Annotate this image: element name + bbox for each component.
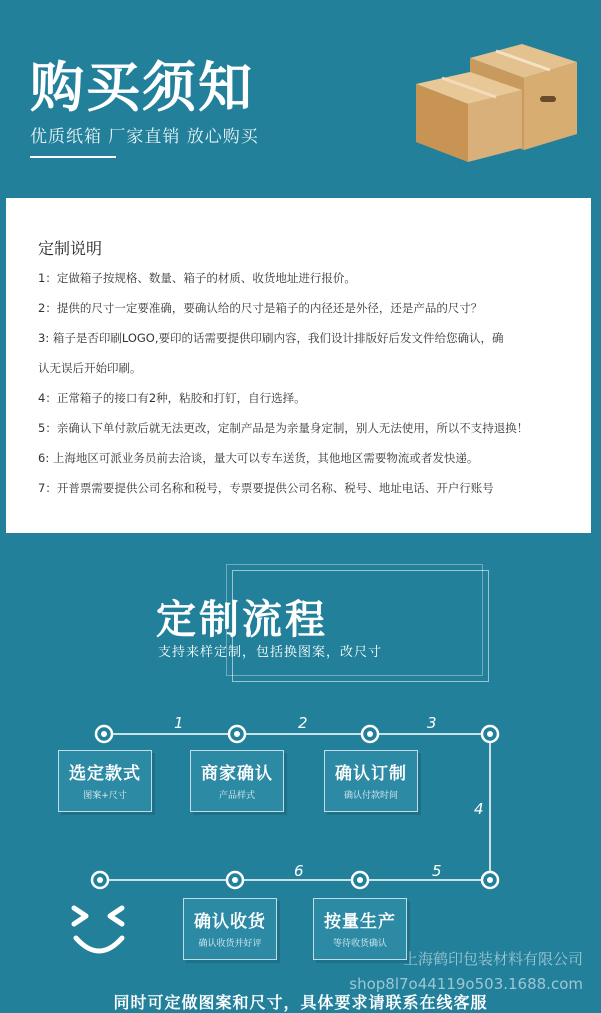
process-title: 定制流程 xyxy=(156,597,328,643)
notice-line: 3: 箱子是否印刷LOGO,要印的话需要提供印刷内容，我们设计排版好后发文件给您确认，确 xyxy=(38,331,504,345)
step-select-style xyxy=(58,750,152,812)
step-number: 6 xyxy=(294,862,304,880)
notice-line: 7：开普票需要提供公司名称和税号，专票要提供公司名称、税号、地址电话、开户行账号 xyxy=(38,481,494,495)
step-name: 确认收货 xyxy=(194,912,266,932)
notice-line: 5：亲确认下单付款后就无法更改，定制产品是为亲量身定制，别人无法使用，所以不支持退换！ xyxy=(38,421,529,435)
company-watermark: 上海鹤印包装材料有限公司 xyxy=(402,950,583,968)
footer-note: 同时可定做图案和尺寸，具体要求请联系在线客服 xyxy=(113,993,488,1012)
step-name: 商家确认 xyxy=(201,764,273,784)
step-desc: 图案+尺寸 xyxy=(83,791,127,801)
notice-line: 2：提供的尺寸一定要准确，要确认给的尺寸是箱子的内径还是外径，还是产品的尺寸？ xyxy=(38,301,483,315)
step-desc: 确认收货并好评 xyxy=(198,939,262,949)
step-number: 4 xyxy=(474,800,484,818)
step-number: 1 xyxy=(174,714,184,732)
step-desc: 确认付款时间 xyxy=(343,791,398,801)
step-name: 确认订制 xyxy=(335,764,407,784)
page-subtitle: 优质纸箱 厂家直销 放心购买 xyxy=(30,127,259,147)
smile-icon xyxy=(66,900,132,966)
notice-line: 1：定做箱子按规格、数量、箱子的材质、收货地址进行报价。 xyxy=(38,271,356,285)
notice-line: 认无误后开始印刷。 xyxy=(38,361,142,375)
step-name: 按量生产 xyxy=(324,912,396,932)
page-title: 购买须知 xyxy=(30,56,254,119)
step-number: 5 xyxy=(432,862,442,880)
step-confirm-order xyxy=(324,750,418,812)
step-merchant-confirm xyxy=(190,750,284,812)
step-name: 选定款式 xyxy=(69,764,141,784)
step-desc: 产品样式 xyxy=(218,791,255,801)
notice-title: 定制说明 xyxy=(38,239,103,258)
notice-line: 6: 上海地区可派业务员前去洽谈，量大可以专车送货，其他地区需要物流或者发快递。 xyxy=(38,451,479,465)
step-produce xyxy=(313,898,407,960)
step-number: 3 xyxy=(427,714,437,732)
step-number: 2 xyxy=(298,714,308,732)
notice-line: 4：正常箱子的接口有2种，粘胶和打钉，自行选择。 xyxy=(38,391,306,405)
step-confirm-receipt xyxy=(183,898,277,960)
shop-url-watermark: shop8l7o44119o503.1688.com xyxy=(349,975,583,993)
step-desc: 等待收货确认 xyxy=(332,939,387,949)
process-subtitle: 支持来样定制，包括换图案，改尺寸 xyxy=(158,645,383,660)
